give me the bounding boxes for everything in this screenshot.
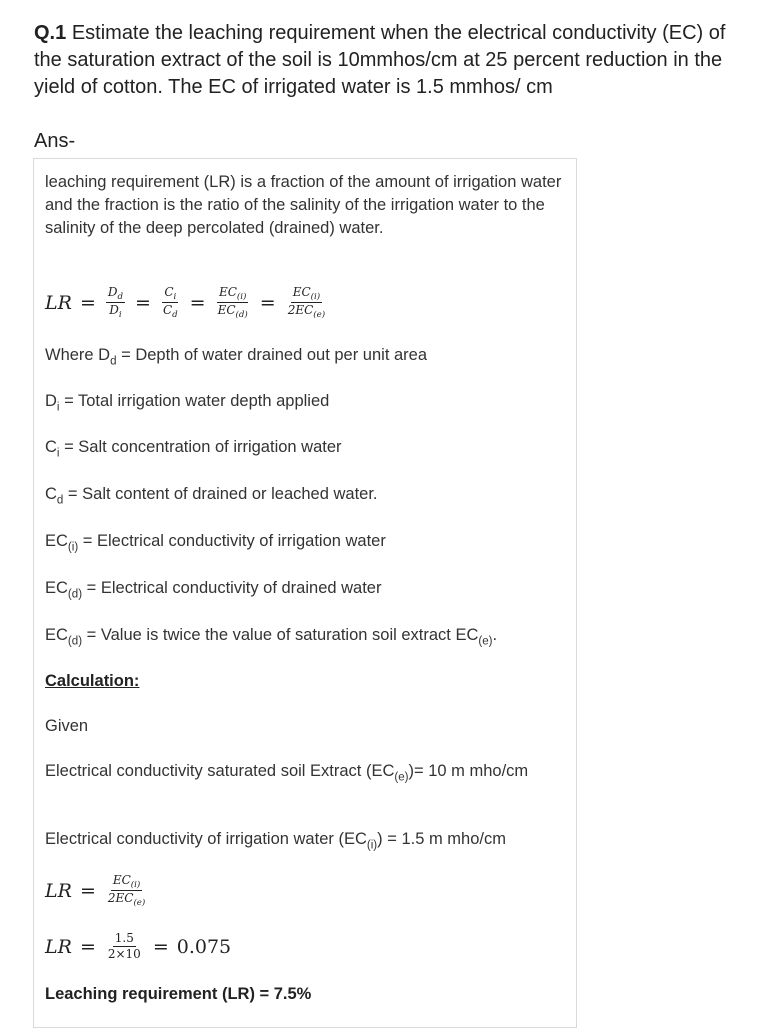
fraction-eci-2ece-calc: $\frac{EC_{(i)}}{2EC_{(e)}}$ [107, 873, 146, 908]
final-result: Leaching requirement (LR) = 7.5% [45, 985, 312, 1003]
lr-formula-simplified: LR = $\frac{EC_{(i)}}{2EC_{(e)}}$ [45, 873, 146, 908]
definition-di: $D_i$ = Total irrigation water depth applied [45, 392, 330, 414]
fraction-eci-2ece: $\frac{EC_{(i)}}{2EC_{(e)}}$ [287, 285, 326, 320]
question-body: Estimate the leaching requirement when the electrical conductivity (EC) of the saturation extract of the soil is 10mmhos/cm at 25 percent reduction in the yield of cotton. The EC of irrigated water is 1.5 mmhos/ cm [34, 22, 726, 98]
definition-ci: $C_i$ = Salt concentration of irrigation water [45, 438, 342, 460]
fraction-numeric: $\frac{1.5}{2\times 10}$ [107, 931, 141, 961]
definition-eci: $EC_{(i)}$ = Electrical conductivity of irrigation water [45, 532, 386, 554]
answer-card [33, 158, 577, 1028]
answer-label: Ans- [34, 130, 76, 152]
definition-ecd: $EC_{(d)}$ = Electrical conductivity of drained water [45, 579, 382, 601]
calculation-heading: Calculation: [45, 672, 140, 690]
formula-result: 0.075 [176, 935, 232, 958]
lr-formula-numeric: LR = $\frac{1.5}{2\times 10}$ = 0.075 [45, 931, 232, 961]
definition-dd: Where $D_d$ = Depth of water drained out per unit area [45, 346, 428, 368]
given-label: Given [45, 717, 89, 735]
given-eci: Electrical conductivity of irrigation water $(EC_{(i)}) = 1.5$ m mho/cm [45, 830, 506, 852]
lr-formula: LR = $\frac{D_d}{D_i}$ = $\frac{C_i}{C_d}$ = $\frac{EC_{(i)}}{EC_{(d)}}$ = $\frac{EC_{(i)}}{2EC_{(e)}}$ [45, 285, 326, 320]
formula-lhs: LR [45, 291, 72, 314]
intro-paragraph: leaching requirement (LR) is a fraction of the amount of irrigation water and the fraction is the ratio of the salinity of the irrigation water to the salinity of the deep percolated (drained) water. [45, 173, 562, 237]
definition-cd: $C_d$ = Salt content of drained or leached water. [45, 485, 378, 507]
given-ece: Electrical conductivity saturated soil Extract $(EC_{(e)})= 10$ m mho/cm [45, 762, 529, 784]
fraction-dd-di: $\frac{D_d}{D_i}$ [107, 285, 124, 320]
question-text [34, 20, 734, 101]
fraction-ci-cd: $\frac{C_i}{C_d}$ [162, 285, 178, 320]
question-number: Q.1 [34, 22, 67, 44]
definition-ecd-twice: $EC_{(d)}$ = Value is twice the value of saturation soil extract $EC_{(e)}$. [45, 626, 498, 648]
fraction-eci-ecd: $\frac{EC_{(i)}}{EC_{(d)}}$ [217, 285, 248, 320]
